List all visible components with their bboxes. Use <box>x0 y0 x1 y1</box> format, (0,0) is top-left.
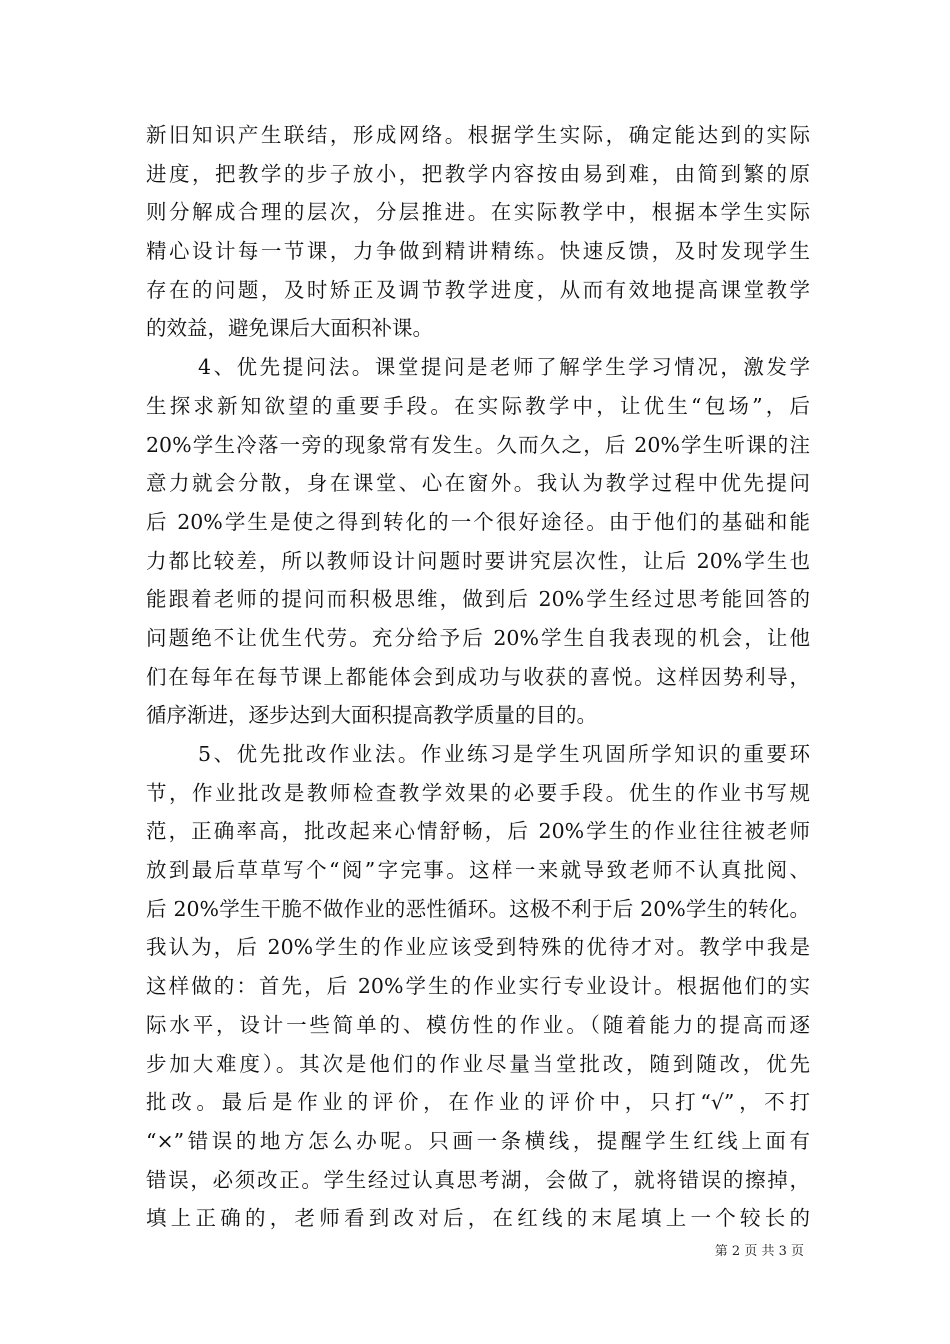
text-line: 循序渐进，逐步达到大面积提高教学质量的目的。 <box>146 703 597 728</box>
paragraph-5-first-line: 5、优先批改作业法。作业练习是学生巩固所学知识的重要环 <box>198 742 810 766</box>
text-line: 批改。最后是作业的评价，在作业的评价中，只打“√”，不打 <box>146 1090 810 1115</box>
text-line: 力都比较差，所以教师设计问题时要讲究层次性，让后 20%学生也 <box>146 548 810 573</box>
text-line: 这样做的：首先，后 20%学生的作业实行专业设计。根据他们的实 <box>146 974 810 999</box>
text-line: 步加大难度）。其次是他们的作业尽量当堂批改，随到随改，优先 <box>146 1051 810 1076</box>
text-line: 精心设计每一节课，力争做到精讲精练。快速反馈，及时发现学生 <box>146 239 810 264</box>
text-line: 生探求新知欲望的重要手段。在实际教学中，让优生“包场”，后 <box>146 393 810 418</box>
text-line: 后 20%学生是使之得到转化的一个很好途径。由于他们的基础和能 <box>146 509 810 534</box>
text-line: 际水平，设计一些简单的、模仿性的作业。（随着能力的提高而逐 <box>146 1012 810 1037</box>
text-line: 能跟着老师的提问而积极思维，做到后 20%学生经过思考能回答的 <box>146 587 810 612</box>
text-line: 范，正确率高，批改起来心情舒畅，后 20%学生的作业往往被老师 <box>146 819 810 844</box>
text-line: 我认为，后 20%学生的作业应该受到特殊的优待才对。教学中我是 <box>146 935 810 960</box>
text-line: 的效益，避免课后大面积补课。 <box>146 316 433 341</box>
body-text <box>146 116 810 1238</box>
text-line: 节，作业批改是教师检查教学效果的必要手段。优生的作业书写规 <box>146 780 810 805</box>
text-line: 则分解成合理的层次，分层推进。在实际教学中，根据本学生实际 <box>146 200 810 225</box>
text-line: 后 20%学生干脆不做作业的恶性循环。这极不利于后 20%学生的转化。 <box>146 896 810 921</box>
text-line: 问题绝不让优生代劳。充分给予后 20%学生自我表现的机会，让他 <box>146 625 810 650</box>
text-line: “×”错误的地方怎么办呢。只画一条横线，提醒学生红线上面有 <box>146 1128 810 1153</box>
text-line: 存在的问题，及时矫正及调节教学进度，从而有效地提高课堂教学 <box>146 277 810 302</box>
text-line: 进度，把教学的步子放小，把教学内容按由易到难，由简到繁的原 <box>146 161 810 186</box>
text-line: 放到最后草草写个“阅”字完事。这样一来就导致老师不认真批阅、 <box>146 858 810 883</box>
text-line: 填上正确的，老师看到改对后，在红线的末尾填上一个较长的 <box>146 1206 810 1231</box>
text-line: 们在每年在每节课上都能体会到成功与收获的喜悦。这样因势利导， <box>146 664 810 689</box>
text-line: 意力就会分散，身在课堂、心在窗外。我认为教学过程中优先提问 <box>146 471 810 496</box>
text-line: 新旧知识产生联结，形成网络。根据学生实际，确定能达到的实际 <box>146 123 810 147</box>
text-line: 错误，必须改正。学生经过认真思考湖，会做了，就将错误的擦掉， <box>146 1167 810 1192</box>
page-number: 第 2 页 共 3 页 <box>714 1244 804 1259</box>
paragraph-4-first-line: 4、优先提问法。课堂提问是老师了解学生学习情况，激发学 <box>198 355 810 380</box>
text-line: 20%学生冷落一旁的现象常有发生。久而久之，后 20%学生听课的注 <box>146 432 810 457</box>
